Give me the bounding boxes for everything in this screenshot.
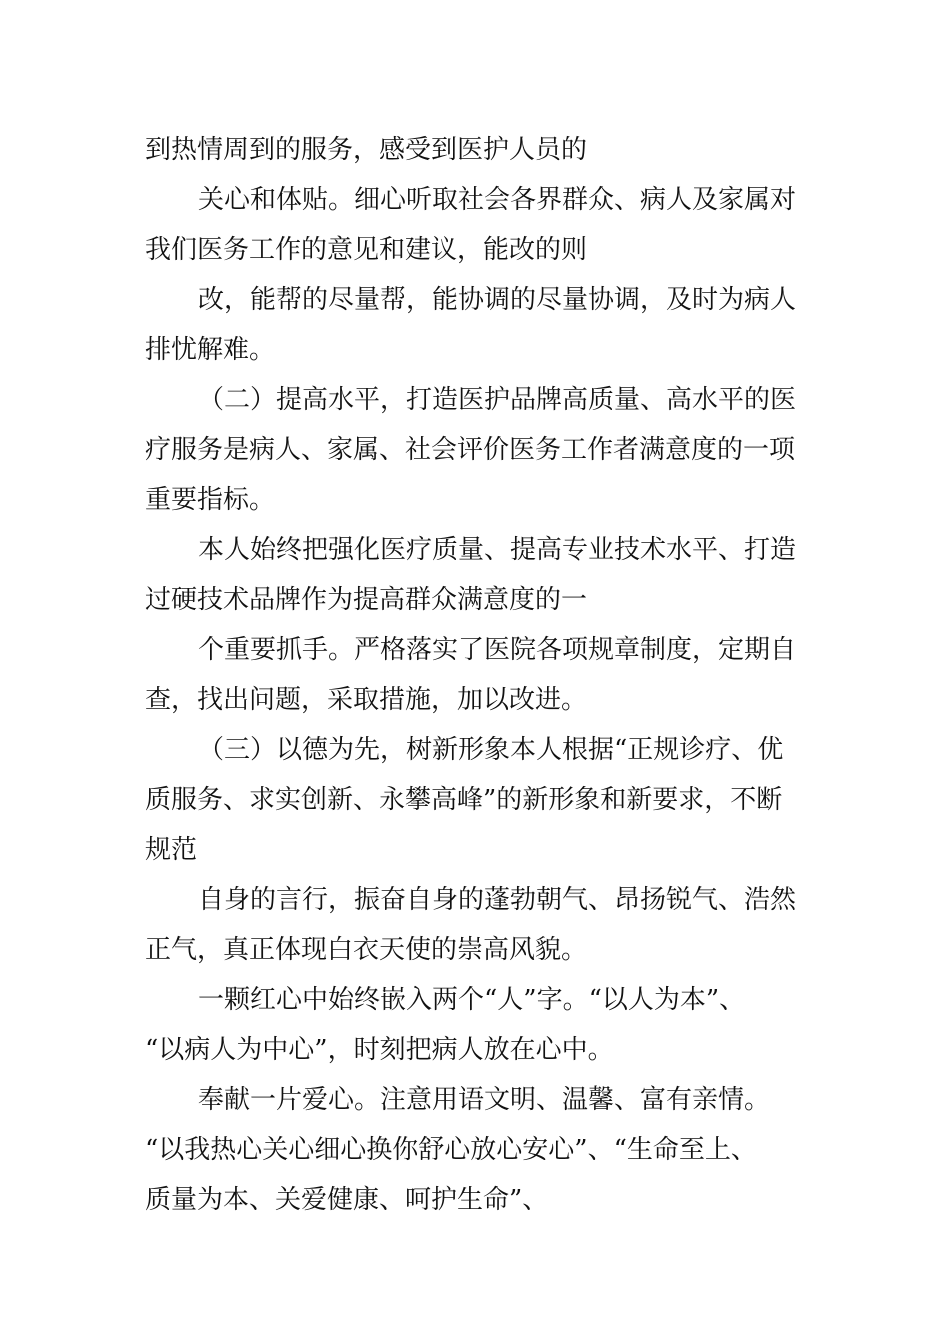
text-line: “以病人为中心”，时刻把病人放在心中。 xyxy=(145,1035,614,1065)
text-line: 质量为本、关爱健康、呵护生命”、 xyxy=(145,1185,549,1215)
text-line: 正气，真正体现白衣天使的崇高风貌。 xyxy=(145,935,588,965)
text-line: 自身的言行，振奋自身的蓬勃朝气、昂扬锐气、浩然 xyxy=(198,885,797,915)
text-line: 本人始终把强化医疗质量、提高专业技术水平、打造 xyxy=(198,535,797,565)
text-line: “以我热心关心细心换你舒心放心安心”、“生命至上、 xyxy=(145,1135,757,1165)
text-line: 重要指标。 xyxy=(145,485,276,515)
text-line: 疗服务是病人、家属、社会评价医务工作者满意度的一项 xyxy=(145,435,796,465)
text-line: 我们医务工作的意见和建议，能改的则 xyxy=(145,235,588,265)
text-line: 改，能帮的尽量帮，能协调的尽量协调，及时为病人 xyxy=(198,285,797,315)
text-line: 一颗红心中始终嵌入两个“人”字。“以人为本”、 xyxy=(198,985,746,1015)
text-line: 查，找出问题，采取措施，加以改进。 xyxy=(145,685,588,715)
text-line: 排忧解难。 xyxy=(145,335,276,365)
text-line: 个重要抓手。严格落实了医院各项规章制度，定期自 xyxy=(198,635,797,665)
text-line: 关心和体贴。细心听取社会各界群众、病人及家属对 xyxy=(198,185,797,215)
text-line: （三）以德为先，树新形象本人根据“正规诊疗、优 xyxy=(198,735,784,765)
text-line: 过硬技术品牌作为提高群众满意度的一 xyxy=(145,585,588,615)
text-line: 质服务、求实创新、永攀高峰”的新形象和新要求，不断 xyxy=(145,785,783,815)
text-line: 奉献一片爱心。注意用语文明、温馨、富有亲情。 xyxy=(198,1085,771,1115)
text-line: 规范 xyxy=(145,835,198,865)
text-line: （二）提高水平，打造医护品牌高质量、高水平的医 xyxy=(198,385,797,415)
text-line: 到热情周到的服务，感受到医护人员的 xyxy=(145,135,588,165)
